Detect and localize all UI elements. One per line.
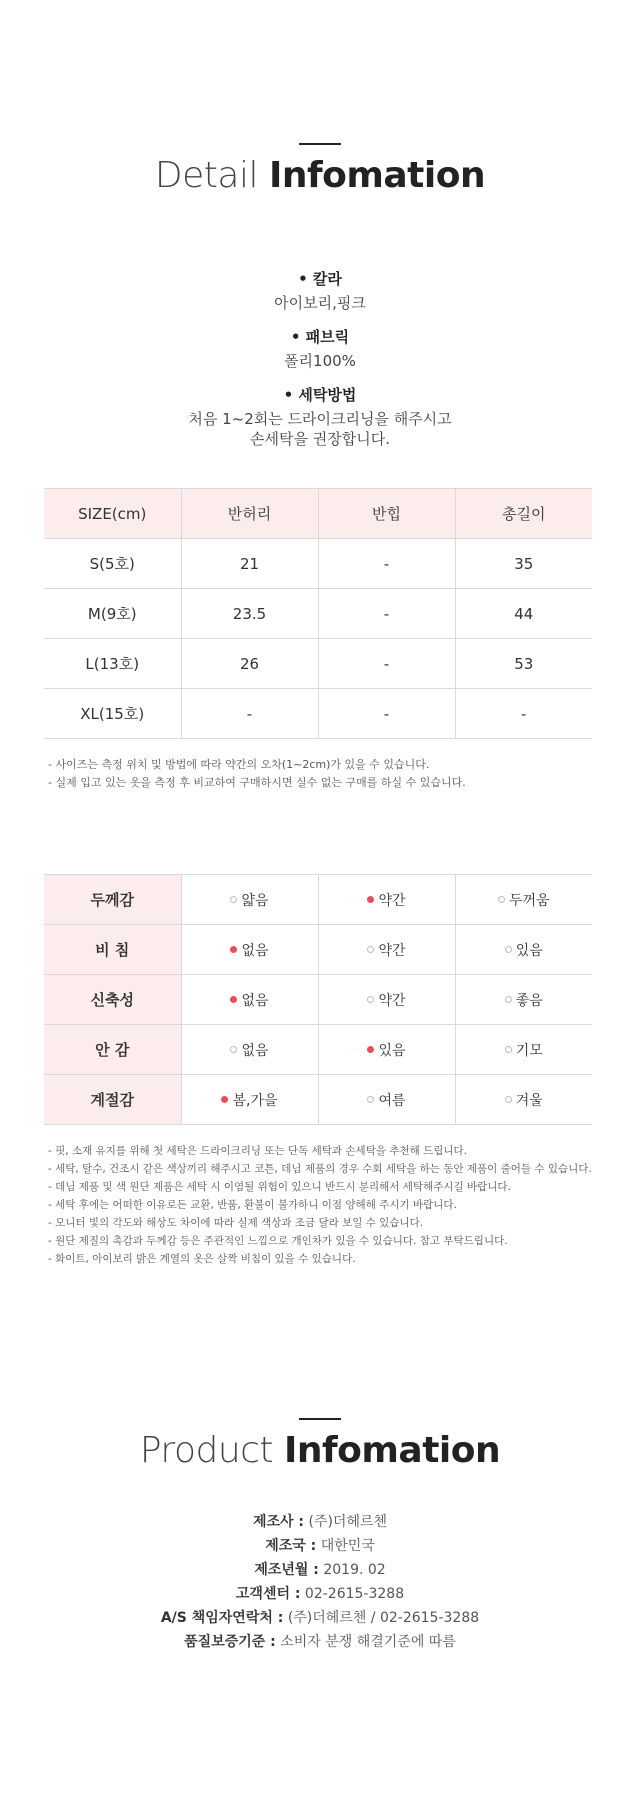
size-cell: L(13호) [44,639,181,689]
feel-option: 봄,가을 [221,1090,277,1110]
info-fabric-value: 폴리100% [284,352,356,370]
size-header-cell: SIZE(cm) [44,489,181,539]
table-row [44,539,592,589]
feel-option: 좋음 [505,990,543,1010]
radio-dot-icon [230,996,237,1003]
feel-option: 기모 [505,1040,543,1060]
size-cell: 26 [181,639,318,689]
size-cell: 35 [455,539,592,589]
info-wash: • 세탁방법 처음 1~2회는 드라이크리닝을 해주시고 손세탁을 권장합니다. [0,384,640,449]
size-cell: S(5호) [44,539,181,589]
size-cell: 21 [181,539,318,589]
feel-label: 신축성 [44,975,181,1025]
feel-label: 안 감 [44,1025,181,1075]
size-header-cell: 총길이 [455,489,592,539]
info-color-label: 칼라 [312,270,342,288]
table-row [44,1075,592,1125]
product-info [0,1510,640,1654]
product-line: 제조사 : (주)더헤르첸 [252,1514,388,1530]
product-line: 제조국 : 대한민국 [265,1538,375,1554]
table-row [44,1025,592,1075]
radio-dot-icon [367,1096,374,1103]
size-cell: - [318,539,455,589]
feel-option: 여름 [367,1090,405,1110]
size-header-cell: 반허리 [181,489,318,539]
size-cell: XL(15호) [44,689,181,739]
size-cell: - [455,689,592,739]
size-table [44,488,592,739]
radio-dot-icon [367,896,374,903]
care-note: - 핏, 소재 유지를 위해 첫 세탁은 드라이크리닝 또는 단독 세탁과 손세탁을 추천해 드립니다. [48,1145,468,1157]
product-title [0,1430,640,1471]
size-cell: 44 [455,589,592,639]
feel-label: 계절감 [44,1075,181,1125]
feel-option: 없음 [230,990,268,1010]
feel-option: 약간 [367,990,405,1010]
size-cell: 23.5 [181,589,318,639]
feel-option: 없음 [230,1040,268,1060]
table-row [44,975,592,1025]
radio-dot-icon [230,896,237,903]
feel-option: 없음 [230,940,268,960]
detail-title-light: Detail [154,155,258,196]
radio-dot-icon [230,1046,237,1053]
product-line: 고객센터 : 02-2615-3288 [235,1586,405,1602]
feel-option: 약간 [367,940,405,960]
size-cell: - [318,589,455,639]
feel-table [44,874,592,1125]
care-notes [48,1142,628,1268]
product-line: A/S 책임자연락처 : (주)더헤르첸 / 02-2615-3288 [160,1610,480,1626]
radio-dot-icon [367,946,374,953]
product-title-light: Product [139,1430,274,1471]
feel-option: 겨울 [505,1090,543,1110]
care-note: - 세탁, 탈수, 건조시 같은 색상끼리 해주시고 코튼, 데님 제품의 경우 수회 세탁을 하는 동안 제품이 줄어들 수 있습니다. [48,1163,592,1175]
info-wash-value: 처음 1~2회는 드라이크리닝을 해주시고 손세탁을 권장합니다. [188,410,452,448]
feel-label: 비 침 [44,925,181,975]
info-color-value: 아이보리,핑크 [274,294,366,312]
table-row [44,639,592,689]
care-note: - 원단 제질의 촉감과 두께감 등은 주관적인 느낌으로 개인차가 있을 수 있습니다. 참고 부탁드립니다. [48,1235,508,1247]
table-row [44,925,592,975]
size-note: - 실제 입고 있는 옷을 측정 후 비교하여 구매하시면 실수 없는 구매를 하실 수 있습니다. [48,776,466,789]
care-note: - 세탁 후에는 어떠한 이유로든 교환, 반품, 환불이 불가하니 이점 양해해 주시기 바랍니다. [48,1199,457,1211]
radio-dot-icon [498,896,505,903]
radio-dot-icon [367,996,374,1003]
radio-dot-icon [505,1046,512,1053]
radio-dot-icon [505,996,512,1003]
detail-divider [299,143,341,145]
radio-dot-icon [505,1096,512,1103]
feel-option: 있음 [505,940,543,960]
product-divider [299,1418,341,1420]
size-header-row [44,489,592,539]
info-fabric: • 패브릭 폴리100% [0,326,640,371]
size-note: - 사이즈는 측정 위치 및 방법에 따라 약간의 오차(1~2cm)가 있을 수 있습니다. [48,758,430,771]
radio-dot-icon [230,946,237,953]
size-header-cell: 반힙 [318,489,455,539]
size-notes [48,756,628,792]
size-cell: M(9호) [44,589,181,639]
feel-option: 있음 [367,1040,405,1060]
detail-title [0,155,640,196]
feel-option: 얇음 [230,890,268,910]
product-title-bold: Infomation [284,1430,501,1471]
care-note: - 데님 제품 및 색 원단 제품은 세탁 시 이염될 위험이 있으니 반드시 분리해서 세탁해주시길 바랍니다. [48,1181,511,1193]
care-note: - 모니터 빛의 각도와 해상도 차이에 따라 실제 색상과 조금 달라 보일 수 있습니다. [48,1217,424,1229]
table-row [44,875,592,925]
product-line: 품질보증기준 : 소비자 분쟁 해결기준에 따름 [184,1634,456,1650]
radio-dot-icon [367,1046,374,1053]
care-note: - 화이트, 아이보리 밝은 계열의 옷은 살짝 비침이 있을 수 있습니다. [48,1253,356,1265]
size-cell: - [318,639,455,689]
product-line: 제조년월 : 2019. 02 [254,1562,386,1578]
radio-dot-icon [221,1096,228,1103]
radio-dot-icon [505,946,512,953]
detail-title-bold: Infomation [268,155,486,196]
feel-option: 약간 [367,890,405,910]
table-row [44,589,592,639]
feel-label: 두께감 [44,875,181,925]
info-wash-label: 세탁방법 [298,386,357,404]
size-cell: - [181,689,318,739]
size-cell: 53 [455,639,592,689]
table-row [44,689,592,739]
feel-option: 두꺼움 [498,890,550,910]
info-color: • 칼라 아이보리,핑크 [0,268,640,313]
info-fabric-label: 패브릭 [305,328,350,346]
size-cell: - [318,689,455,739]
